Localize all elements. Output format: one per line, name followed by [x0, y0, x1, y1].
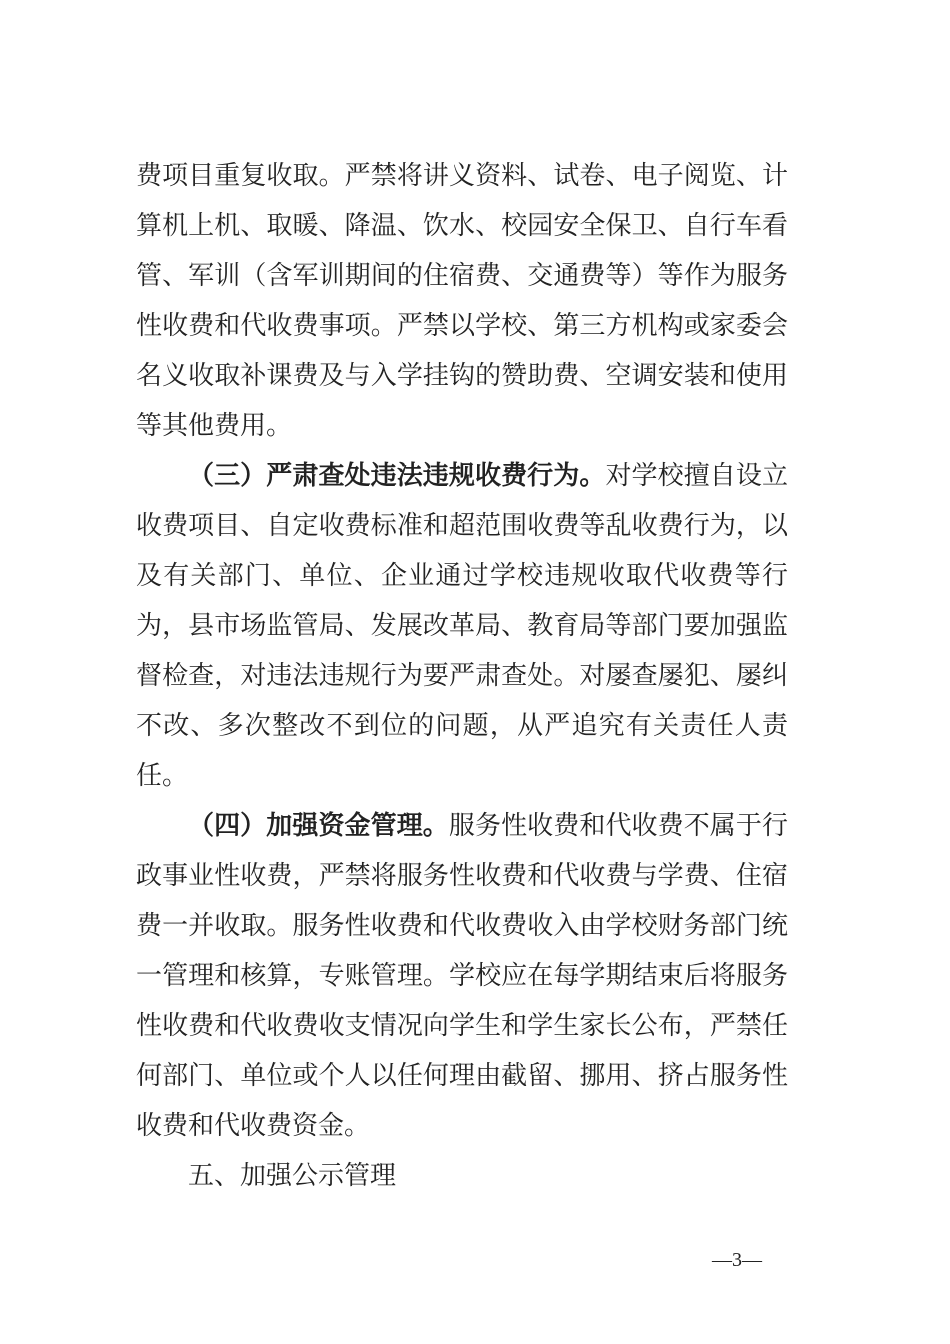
paragraph-section-3	[136, 451, 788, 801]
section-heading: （四）加强资金管理。	[188, 811, 449, 841]
paragraph-continuation	[136, 151, 788, 451]
section-title-5	[136, 1151, 788, 1201]
section-heading: （三）严肃查处违法违规收费行为。	[188, 461, 606, 491]
paragraph-text: 费项目重复收取。严禁将讲义资料、试卷、电子阅览、计算机上机、取暖、降温、饮水、校园安全保卫、自行车看管、军训（含军训期间的住宿费、交通费等）等作为服务性收费和代收费事项。严禁以学校、第三方机构或家委会名义收取补课费及与入学挂钩的赞助费、空调安装和使用等其他费用。	[136, 161, 788, 441]
paragraph-text: 对学校擅自设立收费项目、自定收费标准和超范围收费等乱收费行为，以及有关部门、单位、企业通过学校违规收取代收费等行为，县市场监管局、发展改革局、教育局等部门要加强监督检查，对违法违规行为要严肃查处。对屡查屡犯、屡纠不改、多次整改不到位的问题，从严追究有关责任人责任。	[136, 461, 788, 791]
paragraph-section-4	[136, 801, 788, 1151]
section-title-text: 五、加强公示管理	[188, 1161, 397, 1191]
document-body	[136, 151, 788, 1201]
paragraph-text: 服务性收费和代收费不属于行政事业性收费，严禁将服务性收费和代收费与学费、住宿费一并收取。服务性收费和代收费收入由学校财务部门统一管理和核算，专账管理。学校应在每学期结束后将服务性收费和代收费收支情况向学生和学生家长公布，严禁任何部门、单位或个人以任何理由截留、挪用、挤占服务性收费和代收费资金。	[136, 811, 788, 1141]
page-number: —3—	[712, 1249, 762, 1271]
